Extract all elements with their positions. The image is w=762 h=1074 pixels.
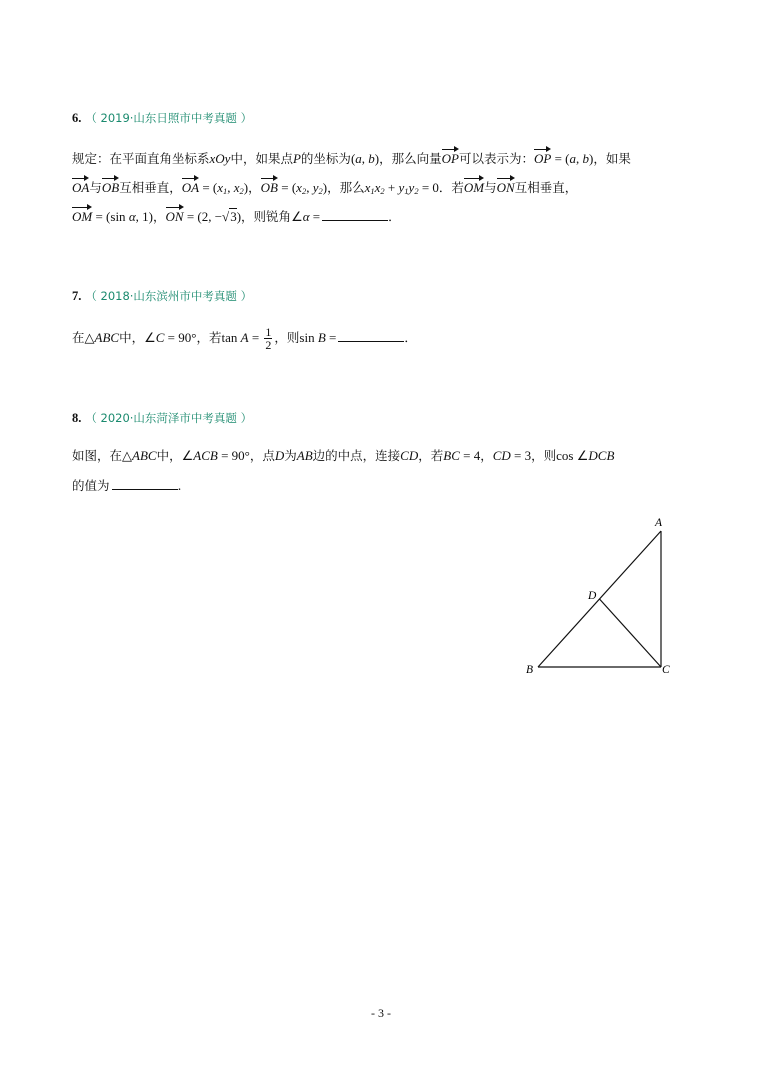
question-8-line-2: 的值为 . [72, 478, 182, 493]
label-d: D [588, 590, 597, 602]
label-b: B [526, 664, 534, 676]
question-source: （ 2018·山东滨州市中考真题 ） [85, 289, 253, 303]
question-8-header [72, 410, 252, 426]
question-6-line-1: 规定：在平面直角坐标系xOy中，如果点P的坐标为(a, b)，那么向量OP可以表示为：OP = (a, b)，如果 [72, 147, 631, 167]
question-6-line-3: OM = (sin α, 1)，ON = (2, −√3)，则锐角∠α = ． [72, 205, 401, 225]
label-a: A [655, 517, 663, 529]
page-number: - 3 - [371, 1006, 391, 1020]
answer-blank[interactable] [112, 477, 178, 490]
question-6-line-2: OA与OB互相垂直，OA = ($x_1$, $x_2$)，OB = ($x_2$, $y_2$)，那么$x_1x_2 + y_1y_2 = 0$．若OM与ON互相垂直， [72, 176, 577, 199]
question-7-header [72, 288, 252, 304]
question-number: 7. [72, 289, 82, 303]
triangle-diagram [520, 510, 680, 680]
question-number: 8. [72, 411, 82, 425]
question-7-line-1: 在△ABC中，∠C = 90°，若tan A = $\frac{1}{2}$ ，则sin B = ． [72, 325, 417, 352]
question-source: （ 2019·山东日照市中考真题 ） [85, 111, 253, 125]
question-8-line-1: 如图，在△ABC中，∠ACB = 90°，点D为AB边的中点，连接CD，若BC = 4，CD = 3，则cos ∠DCB [72, 448, 615, 463]
question-source: （ 2020·山东菏泽市中考真题 ） [85, 411, 253, 425]
question-6-header [72, 110, 252, 126]
answer-blank[interactable] [322, 208, 388, 221]
answer-blank[interactable] [338, 329, 404, 342]
segment-cd [600, 599, 662, 667]
triangle-figure [520, 510, 680, 683]
question-number: 6. [72, 111, 82, 125]
label-c: C [662, 664, 670, 676]
